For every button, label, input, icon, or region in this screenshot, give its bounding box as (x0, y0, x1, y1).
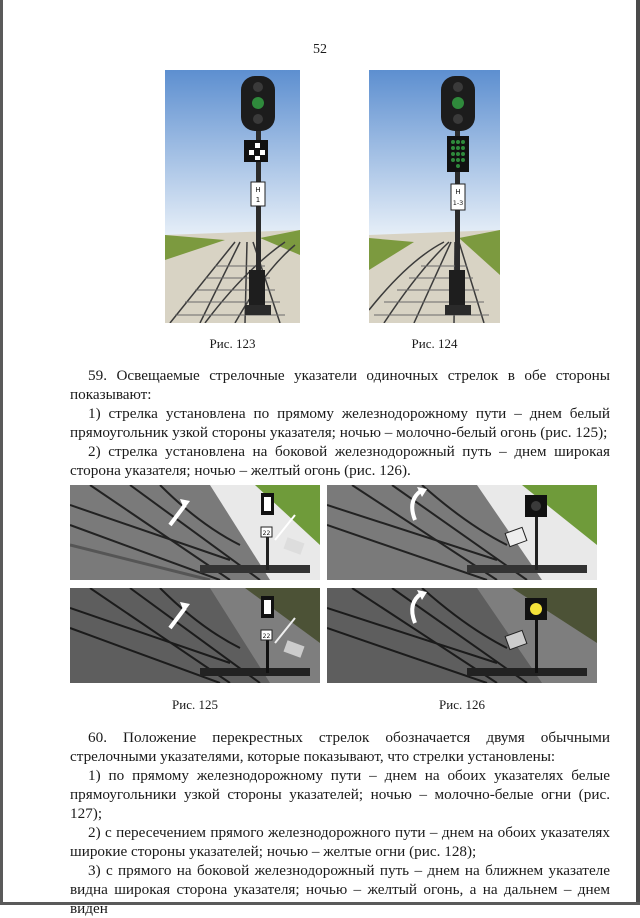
svg-text:Н: Н (255, 186, 261, 194)
figure-126-day (327, 485, 597, 580)
figure-caption-126: Рис. 126 (439, 697, 485, 712)
figure-125-day (70, 485, 320, 580)
signal-illustration-124 (369, 70, 500, 323)
switch-illustration-126-day (327, 485, 597, 580)
switch-illustration-125-night (70, 588, 320, 683)
svg-text:22: 22 (262, 633, 271, 640)
paragraph-59-intro: 59. Освещаемые стрелочные указатели одиночных стрелок в обе стороны показывают: (70, 367, 610, 403)
paragraph-59 (70, 366, 610, 480)
yellow-lamp-icon (530, 603, 542, 615)
signal-illustration-123 (165, 70, 300, 323)
paragraph-60-item-2: 2) с пересечением прямого железнодорожного пути – днем на обоих указателях широкие стороны указателей; ночью – желтые огни (рис. 128); (70, 824, 610, 860)
paragraph-59-item-2: 2) стрелка установлена на боковой железнодорожный путь – днем широкая сторона указателя; ночью – желтый огонь (рис. 126). (70, 443, 610, 479)
figure-caption-123: Рис. 123 (209, 336, 256, 351)
scan-edge-left (0, 0, 3, 905)
figure-caption-125: Рис. 125 (172, 697, 218, 712)
scan-edge-right (636, 0, 640, 905)
figure-124 (369, 70, 500, 323)
paragraph-60-item-3: 3) с прямого на боковой железнодорожный путь – днем на ближнем указателе видна широкая сторона указателя; ночью – желтый огонь, а на дальнем – днем виден (70, 862, 610, 917)
figure-123 (165, 70, 300, 323)
paragraph-60-item-1: 1) по прямому железнодорожному пути – днем на обоих указателях белые прямоугольники узкой стороны указателей; ночью – молочно-белые огни (рис. 127); (70, 767, 610, 822)
svg-text:1-3: 1-3 (452, 199, 464, 207)
svg-text:1: 1 (255, 196, 261, 204)
svg-text:22: 22 (262, 530, 271, 537)
figure-125-night (70, 588, 320, 683)
paragraph-60-intro: 60. Положение перекрестных стрелок обозначается двумя обычными стрелочными указателями, которые показывают, что стрелки установлены: (70, 729, 610, 765)
svg-text:Н: Н (455, 188, 461, 196)
page-number: 52 (313, 42, 327, 57)
paragraph-60 (70, 728, 610, 918)
figure-caption-124: Рис. 124 (411, 336, 458, 351)
figure-126-night (327, 588, 597, 683)
switch-illustration-125-day (70, 485, 320, 580)
paragraph-59-item-1: 1) стрелка установлена по прямому железнодорожному пути – днем белый прямоугольник узкой стороны указателя; ночью – молочно-белый огонь (рис. 125); (70, 405, 610, 441)
switch-illustration-126-night (327, 588, 597, 683)
